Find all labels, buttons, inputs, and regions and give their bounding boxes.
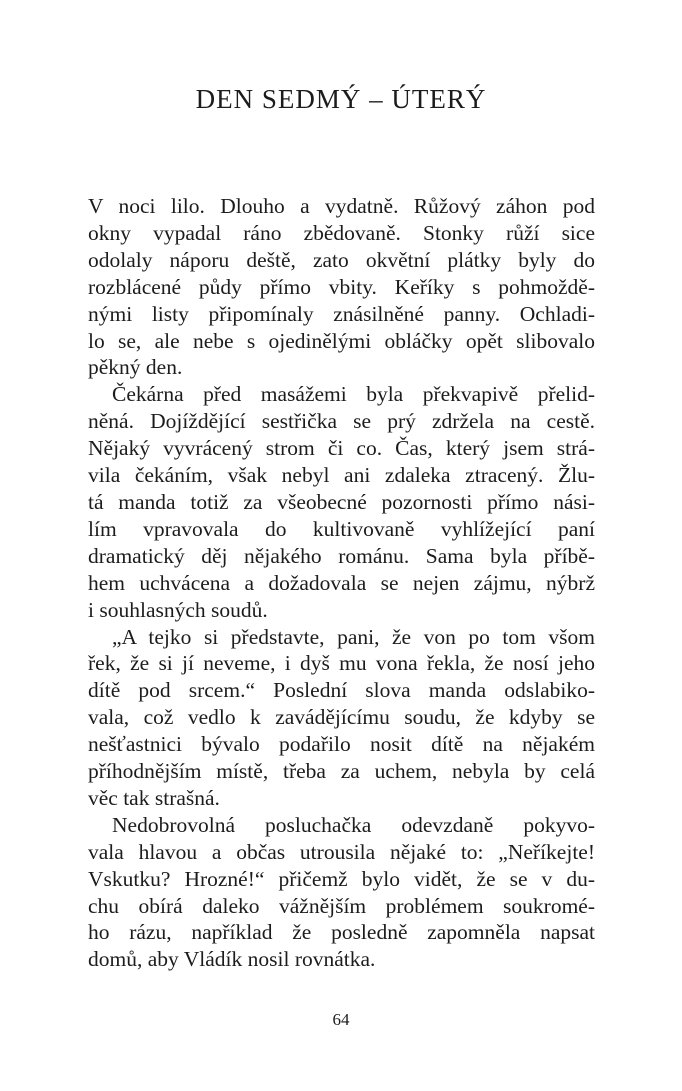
text-line: „A tejko si představte, pani, že von po tom všom <box>112 624 595 649</box>
text-line: i souhlasných soudů. <box>88 597 268 622</box>
text-line: chu obírá daleko vážnějším problémem soukromé- <box>88 893 595 918</box>
text-line: lo se, ale nebe s ojedinělými obláčky opět slibovalo <box>88 328 595 353</box>
text-line: vala, což vedlo k zavádějícímu soudu, že kdyby se <box>88 705 595 730</box>
text-line: dítě pod srcem.“ Poslední slova manda odslabiko- <box>88 678 595 703</box>
text-line: Nějaký vyvrácený strom či co. Čas, který jsem strá- <box>88 436 595 461</box>
chapter-title: DEN SEDMÝ – ÚTERÝ <box>195 84 487 114</box>
paragraph <box>88 193 595 381</box>
text-line: ho rázu, například že posledně zapomněla napsat <box>88 920 595 945</box>
text-line: vila čekáním, však nebyl ani zdaleka ztracený. Žlu- <box>88 463 595 488</box>
text-line: Čekárna před masážemi byla překvapivě přelid- <box>112 382 595 407</box>
text-line: V noci lilo. Dlouho a vydatně. Růžový záhon pod <box>88 194 595 218</box>
text-line: Vskutku? Hrozné!“ přičemž bylo vidět, že se v du- <box>88 866 595 891</box>
text-line: řek, že si jí neveme, i dyš mu vona řekla, že nosí jeho <box>88 651 595 676</box>
text-line: dramatický děj nějakého románu. Sama byla příbě- <box>88 543 595 568</box>
text-line: rozblácené půdy přímo vbity. Keříky s pohmoždě- <box>88 274 595 299</box>
text-line: hem uchvácena a dožadovala se nejen zájmu, nýbrž <box>88 570 595 595</box>
text-line: lím vpravovala do kultivovaně vyhlížející paní <box>88 516 595 541</box>
text-line: nešťastnici bývalo podařilo nosit dítě na nějakém <box>88 732 595 757</box>
text-line: vala hlavou a občas utrousila nějaké to: „Neříkejte! <box>88 839 595 864</box>
paragraph <box>88 812 595 973</box>
page-number: 64 <box>332 1010 350 1029</box>
text-line: okny vypadal ráno zbědovaně. Stonky růží sice <box>88 220 595 245</box>
text-line: něná. Dojíždějící sestřička se prý zdržela na cestě. <box>88 409 595 434</box>
text-block <box>88 193 595 973</box>
text-line: nými listy připomínaly znásilněné panny. Ochladi- <box>88 301 595 326</box>
text-line: příhodnějším místě, třeba za uchem, nebyla by celá <box>88 759 595 784</box>
text-line: tá manda totiž za všeobecné pozornosti přímo nási- <box>88 489 595 514</box>
text-line: domů, aby Vládík nosil rovnátka. <box>88 947 376 972</box>
text-line: Nedobrovolná posluchačka odevzdaně pokyvo- <box>112 812 595 837</box>
paragraph <box>88 624 595 812</box>
text-line: pěkný den. <box>88 355 183 380</box>
paragraph <box>88 381 595 623</box>
text-line: věc tak strašná. <box>88 785 220 810</box>
text-line: odolaly náporu deště, zato okvětní plátky byly do <box>88 247 595 272</box>
